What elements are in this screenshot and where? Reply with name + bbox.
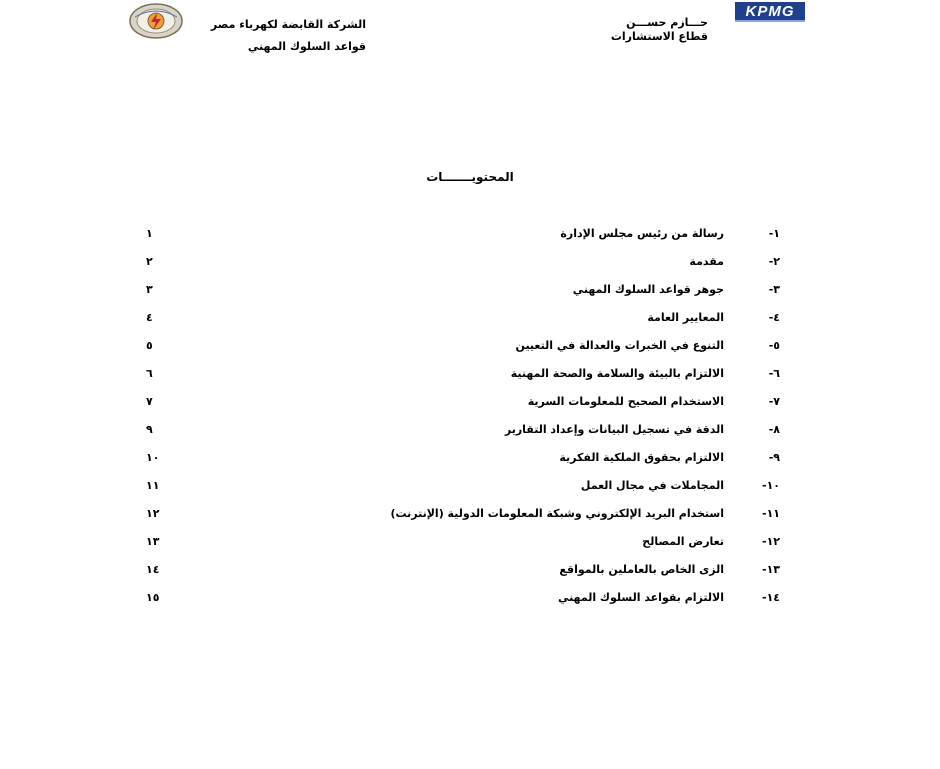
toc-entry-number: ١٣- (761, 563, 780, 576)
toc-entry-number: ١١- (761, 507, 780, 520)
toc-row[interactable] (140, 449, 780, 477)
toc-entry (642, 535, 780, 548)
toc-entry-label: الزى الخاص بالعاملين بالمواقع (559, 563, 724, 576)
toc-page-number: ٦ (146, 367, 153, 380)
toc-entry (573, 283, 780, 296)
toc-page-number: ١٥ (146, 591, 160, 604)
toc-row[interactable] (140, 225, 780, 253)
toc-page-number: ٩ (146, 423, 153, 436)
toc-page-number: ١٠ (146, 451, 160, 464)
toc-entry-number: ١٤- (761, 591, 780, 604)
toc-entry-label: جوهر قواعد السلوك المهني (572, 283, 724, 296)
toc-entry-label: الدقة في تسجيل البيانات وإعداد التقارير (504, 423, 724, 436)
header-left-dept: قطاع الاستشارات (610, 30, 708, 43)
toc-page-number: ٣ (146, 283, 153, 296)
page-title: المحتويـــــــات (426, 170, 514, 184)
toc-entry (528, 395, 780, 408)
header-document-name: قواعد السلوك المهني (247, 40, 366, 53)
toc-row[interactable] (140, 421, 780, 449)
toc-entry-label: رسالة من رئيس مجلس الإدارة (560, 227, 724, 240)
toc-row[interactable] (140, 281, 780, 309)
toc-row[interactable] (140, 505, 780, 533)
toc-page-number: ٤ (146, 311, 153, 324)
toc-entry-number: ١- (768, 227, 780, 240)
toc-entry-number: ٩- (768, 451, 780, 464)
company-emblem-icon (129, 3, 183, 39)
toc-entry-label: المعايير العامة (647, 311, 724, 324)
toc-entry-number: ٨- (768, 423, 780, 436)
toc-row[interactable] (140, 337, 780, 365)
toc-row[interactable] (140, 533, 780, 561)
toc-page-number: ١٤ (146, 563, 160, 576)
toc-entry (559, 563, 780, 576)
header-right (186, 14, 366, 58)
toc-entry-number: ١٢- (761, 535, 780, 548)
toc-entry-label: استخدام البريد الإلكتروني وشبكة المعلومات الدولية (الإنترنت) (390, 507, 724, 520)
toc-page-number: ٥ (146, 339, 153, 352)
toc-entry-number: ٢- (768, 255, 780, 268)
toc-entry-number: ٦- (768, 367, 780, 380)
toc-row[interactable] (140, 589, 780, 617)
toc-entry (390, 507, 780, 520)
toc-entry-number: ٣- (768, 283, 780, 296)
toc-entry-number: ٧- (768, 395, 780, 408)
toc-entry (505, 423, 780, 436)
toc-row[interactable] (140, 477, 780, 505)
header-company-name: الشركة القابضة لكهرباء مصر (210, 18, 366, 31)
toc-entry (558, 591, 780, 604)
table-of-contents (140, 225, 780, 617)
toc-entry-label: الاستخدام الصحيح للمعلومات السرية (527, 395, 724, 408)
toc-row[interactable] (140, 309, 780, 337)
toc-entry-number: ١٠- (761, 479, 780, 492)
toc-page-number: ١١ (146, 479, 160, 492)
toc-row[interactable] (140, 561, 780, 589)
toc-entry (647, 311, 780, 324)
toc-page-number: ١٢ (146, 507, 160, 520)
toc-entry-label: التنوع في الخبرات والعدالة في التعيين (515, 339, 724, 352)
kpmg-logo: KPMG (735, 2, 805, 22)
toc-entry (516, 339, 780, 352)
toc-page-number: ١٣ (146, 535, 160, 548)
toc-entry (559, 451, 780, 464)
toc-entry-label: الالتزام بقواعد السلوك المهني (557, 591, 724, 604)
header-left-name: حـــازم حســـن (626, 16, 708, 29)
toc-entry (581, 479, 780, 492)
header-left (580, 16, 708, 44)
toc-page-number: ٧ (146, 395, 153, 408)
toc-entry-label: تعارض المصالح (642, 535, 724, 548)
toc-entry-label: الالتزام بالبيئة والسلامة والصحة المهنية (510, 367, 724, 380)
toc-row[interactable] (140, 365, 780, 393)
toc-entry-number: ٤- (768, 311, 780, 324)
toc-entry (689, 255, 780, 268)
toc-entry (560, 227, 780, 240)
toc-entry-number: ٥- (768, 339, 780, 352)
toc-row[interactable] (140, 393, 780, 421)
toc-entry-label: المجاملات في مجال العمل (580, 479, 724, 492)
toc-page-number: ٢ (146, 255, 153, 268)
toc-entry (511, 367, 780, 380)
toc-page-number: ١ (146, 227, 153, 240)
toc-entry-label: الالتزام بحقوق الملكية الفكرية (559, 451, 724, 464)
toc-entry-label: مقدمة (689, 255, 724, 268)
toc-row[interactable] (140, 253, 780, 281)
